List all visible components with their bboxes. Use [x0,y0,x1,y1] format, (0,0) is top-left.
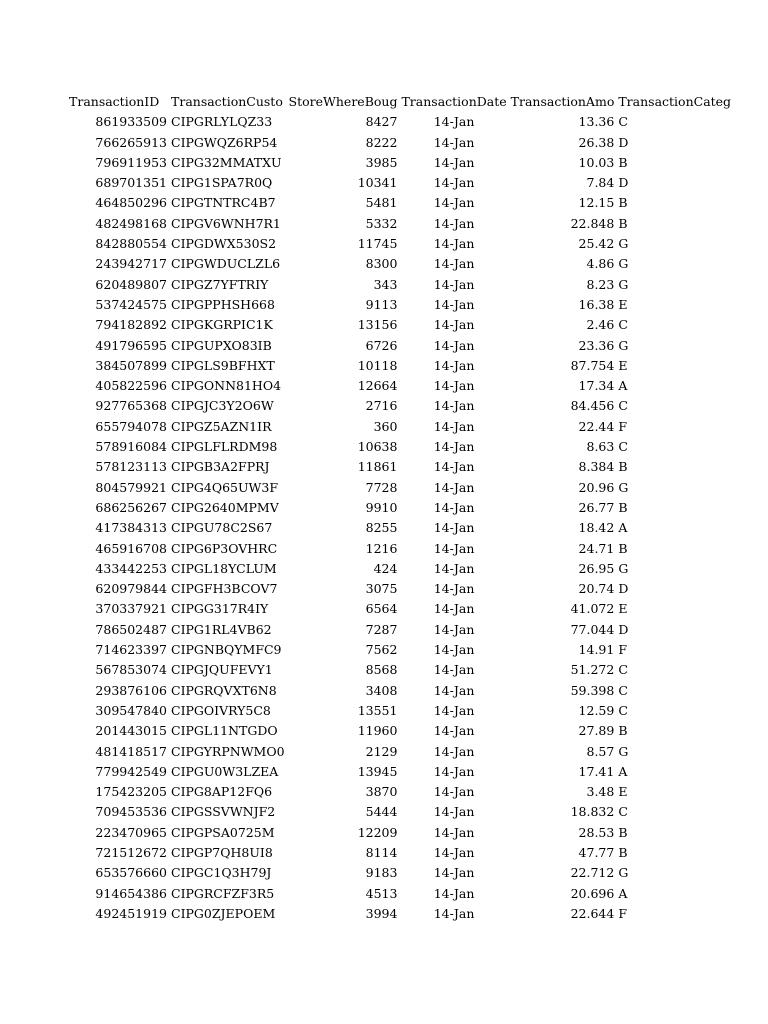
table-row [67,193,733,213]
cell-store-where-bought[interactable]: 12209 [357,824,398,840]
table-row [67,234,733,254]
cell-store-where-bought[interactable]: 10638 [357,439,398,455]
cell-store-where-bought[interactable]: 9113 [365,296,398,312]
cell-transaction-date[interactable]: 14-Jan [433,236,475,252]
cell-transaction-id[interactable]: 223470965 [95,824,167,840]
cell-transaction-category[interactable]: D [618,621,629,637]
table-row [67,356,733,376]
cell-transaction-customer[interactable]: CIPGZ7YFTRIY [171,276,269,292]
cell-transaction-date[interactable]: 14-Jan [433,418,475,434]
cell-transaction-category[interactable]: G [618,560,629,576]
table-row [67,457,733,477]
cell-transaction-customer[interactable]: CIPG2640MPMV [171,499,279,515]
cell-transaction-customer[interactable]: CIPGU0W3LZEA [171,763,279,779]
cell-store-where-bought[interactable]: 8255 [365,520,398,536]
cell-transaction-category[interactable]: B [618,844,628,860]
table-row [67,417,733,437]
cell-transaction-category[interactable]: B [618,723,628,739]
cell-transaction-category[interactable]: G [618,236,629,252]
cell-transaction-id[interactable]: 578123113 [95,459,167,475]
cell-transaction-id[interactable]: 481418517 [95,743,167,759]
cell-transaction-customer[interactable]: CIPGL18YCLUM [171,560,277,576]
cell-transaction-customer[interactable]: CIPG32MMATXU [171,154,282,170]
cell-transaction-category[interactable]: B [618,195,628,211]
cell-transaction-amount[interactable]: 47.77 [578,844,615,860]
cell-store-where-bought[interactable]: 343 [373,276,398,292]
transactions-table [67,92,733,924]
table-row [67,153,733,173]
cell-transaction-customer[interactable]: CIPG1SPA7R0Q [171,175,273,191]
cell-transaction-customer[interactable]: CIPG0ZJEPOEM [171,905,276,921]
table-row [67,437,733,457]
cell-store-where-bought[interactable]: 7562 [365,642,398,658]
cell-transaction-customer[interactable]: CIPGZ5AZN1IR [171,418,272,434]
table-row [67,843,733,863]
cell-transaction-date[interactable]: 14-Jan [433,296,475,312]
table-row [67,640,733,660]
cell-store-where-bought[interactable]: 3075 [365,581,398,597]
cell-transaction-amount[interactable]: 26.77 [578,499,615,515]
cell-transaction-amount[interactable]: 14.91 [578,642,615,658]
table-row [67,863,733,883]
cell-transaction-date[interactable]: 14-Jan [433,398,475,414]
cell-store-where-bought[interactable]: 7287 [365,621,398,637]
cell-transaction-id[interactable]: 779942549 [95,763,167,779]
cell-transaction-customer[interactable]: CIPG4Q65UW3F [171,479,279,495]
cell-transaction-date[interactable]: 14-Jan [433,560,475,576]
cell-transaction-amount[interactable]: 20.696 [570,885,615,901]
cell-transaction-customer[interactable]: CIPGPPHSH668 [171,296,275,312]
cell-transaction-customer[interactable]: CIPGG317R4IY [171,601,269,617]
cell-transaction-customer[interactable]: CIPGLS9BFHXT [171,357,275,373]
cell-store-where-bought[interactable]: 8300 [365,256,398,272]
cell-transaction-id[interactable]: 842880554 [95,236,167,252]
header-transaction-category[interactable]: TransactionCateg [618,94,732,109]
cell-transaction-id[interactable]: 927765368 [95,398,167,414]
cell-transaction-date[interactable]: 14-Jan [433,499,475,515]
cell-store-where-bought[interactable]: 9183 [365,865,398,881]
cell-transaction-amount[interactable]: 22.712 [570,865,615,881]
cell-transaction-category[interactable]: A [618,520,628,536]
cell-transaction-amount[interactable]: 8.23 [586,276,615,292]
cell-transaction-amount[interactable]: 22.644 [570,905,615,921]
cell-transaction-id[interactable]: 201443015 [95,723,167,739]
cell-transaction-customer[interactable]: CIPGWQZ6RP54 [171,134,278,150]
cell-transaction-amount[interactable]: 27.89 [578,723,615,739]
cell-transaction-date[interactable]: 14-Jan [433,439,475,455]
table-row [67,214,733,234]
cell-transaction-date[interactable]: 14-Jan [433,642,475,658]
cell-transaction-date[interactable]: 14-Jan [433,723,475,739]
table-row [67,701,733,721]
cell-transaction-customer[interactable]: CIPG6P3OVHRC [171,540,278,556]
cell-transaction-category[interactable]: C [618,439,628,455]
table-row [67,802,733,822]
cell-transaction-id[interactable]: 620489807 [95,276,167,292]
cell-transaction-customer[interactable]: CIPGL11NTGDO [171,723,278,739]
cell-transaction-date[interactable]: 14-Jan [433,581,475,597]
cell-transaction-amount[interactable]: 4.86 [586,256,615,272]
table-row [67,599,733,619]
cell-transaction-amount[interactable]: 77.044 [570,621,615,637]
cell-transaction-id[interactable]: 721512672 [95,844,167,860]
table-row [67,112,733,132]
cell-transaction-amount[interactable]: 20.96 [578,479,615,495]
cell-transaction-customer[interactable]: CIPGONN81HO4 [171,378,282,394]
table-row [67,742,733,762]
cell-transaction-id[interactable]: 620979844 [95,581,167,597]
cell-transaction-customer[interactable]: CIPGNBQYMFC9 [171,642,282,658]
table-row [67,681,733,701]
cell-transaction-amount[interactable]: 13.36 [578,114,615,130]
cell-store-where-bought[interactable]: 2129 [365,743,398,759]
cell-transaction-category[interactable]: B [618,459,628,475]
cell-store-where-bought[interactable]: 5481 [365,195,398,211]
table-row [67,579,733,599]
table-row [67,478,733,498]
cell-transaction-date[interactable]: 14-Jan [433,804,475,820]
cell-store-where-bought[interactable]: 3870 [365,784,398,800]
cell-transaction-category[interactable]: B [618,824,628,840]
cell-transaction-amount[interactable]: 12.59 [578,702,615,718]
header-transaction-amount[interactable]: TransactionAmo [510,94,615,109]
table-row [67,315,733,335]
cell-transaction-amount[interactable]: 26.95 [578,560,615,576]
cell-transaction-customer[interactable]: CIPGC1Q3H79J [171,865,272,881]
cell-transaction-id[interactable]: 482498168 [95,215,167,231]
cell-store-where-bought[interactable]: 360 [373,418,398,434]
cell-store-where-bought[interactable]: 1216 [365,540,398,556]
cell-store-where-bought[interactable]: 5332 [365,215,398,231]
cell-transaction-date[interactable]: 14-Jan [433,702,475,718]
cell-transaction-amount[interactable]: 22.44 [578,418,615,434]
cell-transaction-category[interactable]: E [618,357,628,373]
cell-store-where-bought[interactable]: 11861 [357,459,398,475]
cell-transaction-id[interactable]: 794182892 [95,317,167,333]
cell-transaction-id[interactable]: 861933509 [95,114,167,130]
cell-transaction-customer[interactable]: CIPGUPXO83IB [171,337,272,353]
cell-transaction-date[interactable]: 14-Jan [433,763,475,779]
cell-transaction-category[interactable]: G [618,276,629,292]
cell-transaction-category[interactable]: C [618,317,628,333]
cell-transaction-id[interactable]: 243942717 [95,256,167,272]
cell-transaction-id[interactable]: 804579921 [95,479,167,495]
cell-transaction-customer[interactable]: CIPGPSA0725M [171,824,275,840]
cell-transaction-date[interactable]: 14-Jan [433,378,475,394]
cell-transaction-category[interactable]: C [618,662,628,678]
cell-transaction-id[interactable]: 417384313 [95,520,167,536]
cell-transaction-id[interactable]: 537424575 [95,296,167,312]
cell-transaction-category[interactable]: F [618,905,628,921]
cell-store-where-bought[interactable]: 11960 [357,723,398,739]
cell-transaction-customer[interactable]: CIPGFH3BCOV7 [171,581,278,597]
cell-transaction-amount[interactable]: 2.46 [586,317,615,333]
cell-transaction-customer[interactable]: CIPGLFLRDM98 [171,439,278,455]
cell-transaction-category[interactable]: C [618,398,628,414]
cell-store-where-bought[interactable]: 3994 [365,905,398,921]
cell-transaction-customer[interactable]: CIPGRQVXT6N8 [171,682,277,698]
cell-store-where-bought[interactable]: 5444 [365,804,398,820]
cell-transaction-category[interactable]: G [618,256,629,272]
cell-transaction-id[interactable]: 796911953 [95,154,167,170]
cell-transaction-customer[interactable]: CIPGKGRPIC1K [171,317,273,333]
cell-transaction-customer[interactable]: CIPGYRPNWMO0 [171,743,285,759]
cell-transaction-amount[interactable]: 26.38 [578,134,615,150]
cell-transaction-category[interactable]: A [618,378,628,394]
cell-transaction-customer[interactable]: CIPGOIVRY5C8 [171,702,271,718]
cell-transaction-amount[interactable]: 17.34 [578,378,615,394]
cell-store-where-bought[interactable]: 2716 [365,398,398,414]
cell-transaction-amount[interactable]: 8.57 [586,743,615,759]
cell-transaction-category[interactable]: D [618,134,629,150]
cell-store-where-bought[interactable]: 3408 [365,682,398,698]
table-row [67,559,733,579]
table-row [67,133,733,153]
cell-transaction-amount[interactable]: 18.42 [578,520,615,536]
cell-transaction-amount[interactable]: 18.832 [570,804,615,820]
cell-transaction-customer[interactable]: CIPG1RL4VB62 [171,621,272,637]
table-row [67,518,733,538]
cell-transaction-category[interactable]: G [618,479,629,495]
table-row [67,396,733,416]
cell-transaction-category[interactable]: F [618,642,628,658]
header-transaction-customer[interactable]: TransactionCusto [171,94,283,109]
cell-store-where-bought[interactable]: 11745 [357,236,398,252]
cell-transaction-category[interactable]: F [618,418,628,434]
cell-transaction-category[interactable]: E [618,601,628,617]
cell-transaction-amount[interactable]: 41.072 [570,601,615,617]
cell-transaction-id[interactable]: 655794078 [95,418,167,434]
cell-transaction-id[interactable]: 491796595 [95,337,167,353]
cell-transaction-category[interactable]: E [618,296,628,312]
cell-transaction-date[interactable]: 14-Jan [433,682,475,698]
table-row [67,295,733,315]
cell-transaction-amount[interactable]: 22.848 [570,215,615,231]
cell-store-where-bought[interactable]: 10341 [357,175,398,191]
cell-transaction-customer[interactable]: CIPGDWX530S2 [171,236,277,252]
cell-transaction-date[interactable]: 14-Jan [433,885,475,901]
cell-transaction-id[interactable]: 433442253 [95,560,167,576]
cell-transaction-customer[interactable]: CIPG8AP12FQ6 [171,784,273,800]
cell-transaction-id[interactable]: 293876106 [95,682,167,698]
table-row [67,498,733,518]
cell-transaction-amount[interactable]: 8.384 [578,459,615,475]
cell-transaction-id[interactable]: 567853074 [95,662,167,678]
cell-transaction-amount[interactable]: 24.71 [578,540,615,556]
cell-transaction-amount[interactable]: 84.456 [570,398,615,414]
cell-store-where-bought[interactable]: 3985 [365,154,398,170]
cell-transaction-id[interactable]: 578916084 [95,439,167,455]
cell-transaction-category[interactable]: E [618,784,628,800]
cell-transaction-id[interactable]: 914654386 [95,885,167,901]
cell-transaction-id[interactable]: 709453536 [95,804,167,820]
cell-transaction-date[interactable]: 14-Jan [433,317,475,333]
cell-transaction-amount[interactable]: 23.36 [578,337,615,353]
table-row [67,275,733,295]
table-row [67,762,733,782]
cell-transaction-amount[interactable]: 59.398 [570,682,615,698]
cell-transaction-category[interactable]: B [618,215,628,231]
cell-transaction-id[interactable]: 766265913 [95,134,167,150]
cell-store-where-bought[interactable]: 424 [373,560,398,576]
table-row [67,782,733,802]
cell-transaction-customer[interactable]: CIPGJC3Y2O6W [171,398,274,414]
cell-transaction-id[interactable]: 175423205 [95,784,167,800]
cell-transaction-id[interactable]: 309547840 [95,702,167,718]
cell-transaction-id[interactable]: 714623397 [95,642,167,658]
cell-transaction-amount[interactable]: 12.15 [578,195,615,211]
cell-transaction-customer[interactable]: CIPGV6WNH7R1 [171,215,281,231]
cell-transaction-id[interactable]: 465916708 [95,540,167,556]
cell-transaction-customer[interactable]: CIPGU78C2S67 [171,520,273,536]
cell-transaction-date[interactable]: 14-Jan [433,520,475,536]
cell-transaction-date[interactable]: 14-Jan [433,276,475,292]
cell-transaction-date[interactable]: 14-Jan [433,743,475,759]
header-transaction-id[interactable]: TransactionID [69,94,160,109]
cell-transaction-amount[interactable]: 8.63 [586,439,615,455]
table-row [67,376,733,396]
cell-transaction-customer[interactable]: CIPGB3A2FPRJ [171,459,270,475]
spreadsheet [67,92,733,924]
cell-store-where-bought[interactable]: 13551 [357,702,398,718]
cell-store-where-bought[interactable]: 10118 [357,357,398,373]
cell-transaction-category[interactable]: D [618,581,629,597]
cell-transaction-amount[interactable]: 20.74 [578,581,615,597]
cell-store-where-bought[interactable]: 9910 [365,499,398,515]
cell-transaction-date[interactable]: 14-Jan [433,784,475,800]
cell-store-where-bought[interactable]: 6564 [365,601,398,617]
table-row [67,539,733,559]
cell-transaction-id[interactable]: 492451919 [95,905,167,921]
cell-transaction-customer[interactable]: CIPGRLYLQZ33 [171,114,273,130]
cell-transaction-category[interactable]: A [618,885,628,901]
cell-transaction-customer[interactable]: CIPGWDUCLZL6 [171,256,281,272]
cell-transaction-amount[interactable]: 87.754 [570,357,615,373]
cell-store-where-bought[interactable]: 8222 [365,134,398,150]
cell-transaction-id[interactable]: 464850296 [95,195,167,211]
cell-transaction-date[interactable]: 14-Jan [433,357,475,373]
cell-store-where-bought[interactable]: 6726 [365,337,398,353]
cell-transaction-id[interactable]: 686256267 [95,499,167,515]
cell-transaction-customer[interactable]: CIPGJQUFEVY1 [171,662,273,678]
cell-transaction-date[interactable]: 14-Jan [433,459,475,475]
cell-store-where-bought[interactable]: 4513 [365,885,398,901]
cell-transaction-amount[interactable]: 51.272 [570,662,615,678]
table-row [67,254,733,274]
header-store-where-bought[interactable]: StoreWhereBoug [288,94,398,109]
cell-store-where-bought[interactable]: 8568 [365,662,398,678]
table-row [67,823,733,843]
header-transaction-date[interactable]: TransactionDate [401,94,507,109]
cell-transaction-date[interactable]: 14-Jan [433,824,475,840]
cell-transaction-date[interactable]: 14-Jan [433,479,475,495]
table-row [67,620,733,640]
cell-transaction-date[interactable]: 14-Jan [433,844,475,860]
cell-store-where-bought[interactable]: 12664 [357,378,398,394]
cell-transaction-date[interactable]: 14-Jan [433,134,475,150]
cell-transaction-date[interactable]: 14-Jan [433,215,475,231]
cell-transaction-category[interactable]: C [618,682,628,698]
cell-transaction-date[interactable]: 14-Jan [433,175,475,191]
cell-transaction-date[interactable]: 14-Jan [433,905,475,921]
cell-transaction-id[interactable]: 384507899 [95,357,167,373]
cell-transaction-date[interactable]: 14-Jan [433,256,475,272]
cell-transaction-id[interactable]: 653576660 [95,865,167,881]
cell-transaction-amount[interactable]: 28.53 [578,824,615,840]
cell-transaction-id[interactable]: 786502487 [95,621,167,637]
cell-transaction-category[interactable]: C [618,804,628,820]
cell-transaction-id[interactable]: 370337921 [95,601,167,617]
table-row [67,721,733,741]
cell-transaction-amount[interactable]: 10.03 [578,154,615,170]
cell-transaction-amount[interactable]: 7.84 [586,175,615,191]
cell-transaction-date[interactable]: 14-Jan [433,195,475,211]
cell-transaction-date[interactable]: 14-Jan [433,154,475,170]
cell-transaction-date[interactable]: 14-Jan [433,621,475,637]
cell-store-where-bought[interactable]: 13156 [357,317,398,333]
cell-transaction-amount[interactable]: 25.42 [578,236,615,252]
table-row [67,173,733,193]
cell-transaction-customer[interactable]: CIPGSSVWNJF2 [171,804,276,820]
cell-transaction-id[interactable]: 405822596 [95,378,167,394]
cell-transaction-customer[interactable]: CIPGRCFZF3R5 [171,885,275,901]
cell-transaction-category[interactable]: G [618,337,629,353]
table-row [67,336,733,356]
cell-transaction-category[interactable]: G [618,743,629,759]
cell-transaction-customer[interactable]: CIPGTNTRC4B7 [171,195,276,211]
cell-transaction-category[interactable]: C [618,114,628,130]
cell-transaction-category[interactable]: A [618,763,628,779]
cell-store-where-bought[interactable]: 8427 [365,114,398,130]
cell-transaction-date[interactable]: 14-Jan [433,865,475,881]
cell-transaction-amount[interactable]: 17.41 [578,763,615,779]
cell-store-where-bought[interactable]: 8114 [365,844,398,860]
header-row [67,92,733,112]
table-row [67,660,733,680]
cell-transaction-date[interactable]: 14-Jan [433,114,475,130]
cell-transaction-amount[interactable]: 3.48 [586,784,615,800]
cell-transaction-date[interactable]: 14-Jan [433,337,475,353]
cell-transaction-date[interactable]: 14-Jan [433,601,475,617]
cell-store-where-bought[interactable]: 7728 [365,479,398,495]
cell-transaction-customer[interactable]: CIPGP7QH8UI8 [171,844,273,860]
cell-transaction-category[interactable]: B [618,154,628,170]
cell-transaction-date[interactable]: 14-Jan [433,540,475,556]
cell-transaction-category[interactable]: C [618,702,628,718]
cell-transaction-category[interactable]: G [618,865,629,881]
cell-transaction-amount[interactable]: 16.38 [578,296,615,312]
cell-transaction-category[interactable]: B [618,499,628,515]
table-row [67,884,733,904]
cell-transaction-id[interactable]: 689701351 [95,175,167,191]
cell-store-where-bought[interactable]: 13945 [357,763,398,779]
cell-transaction-date[interactable]: 14-Jan [433,662,475,678]
cell-transaction-category[interactable]: B [618,540,628,556]
table-row [67,904,733,924]
cell-transaction-category[interactable]: D [618,175,629,191]
